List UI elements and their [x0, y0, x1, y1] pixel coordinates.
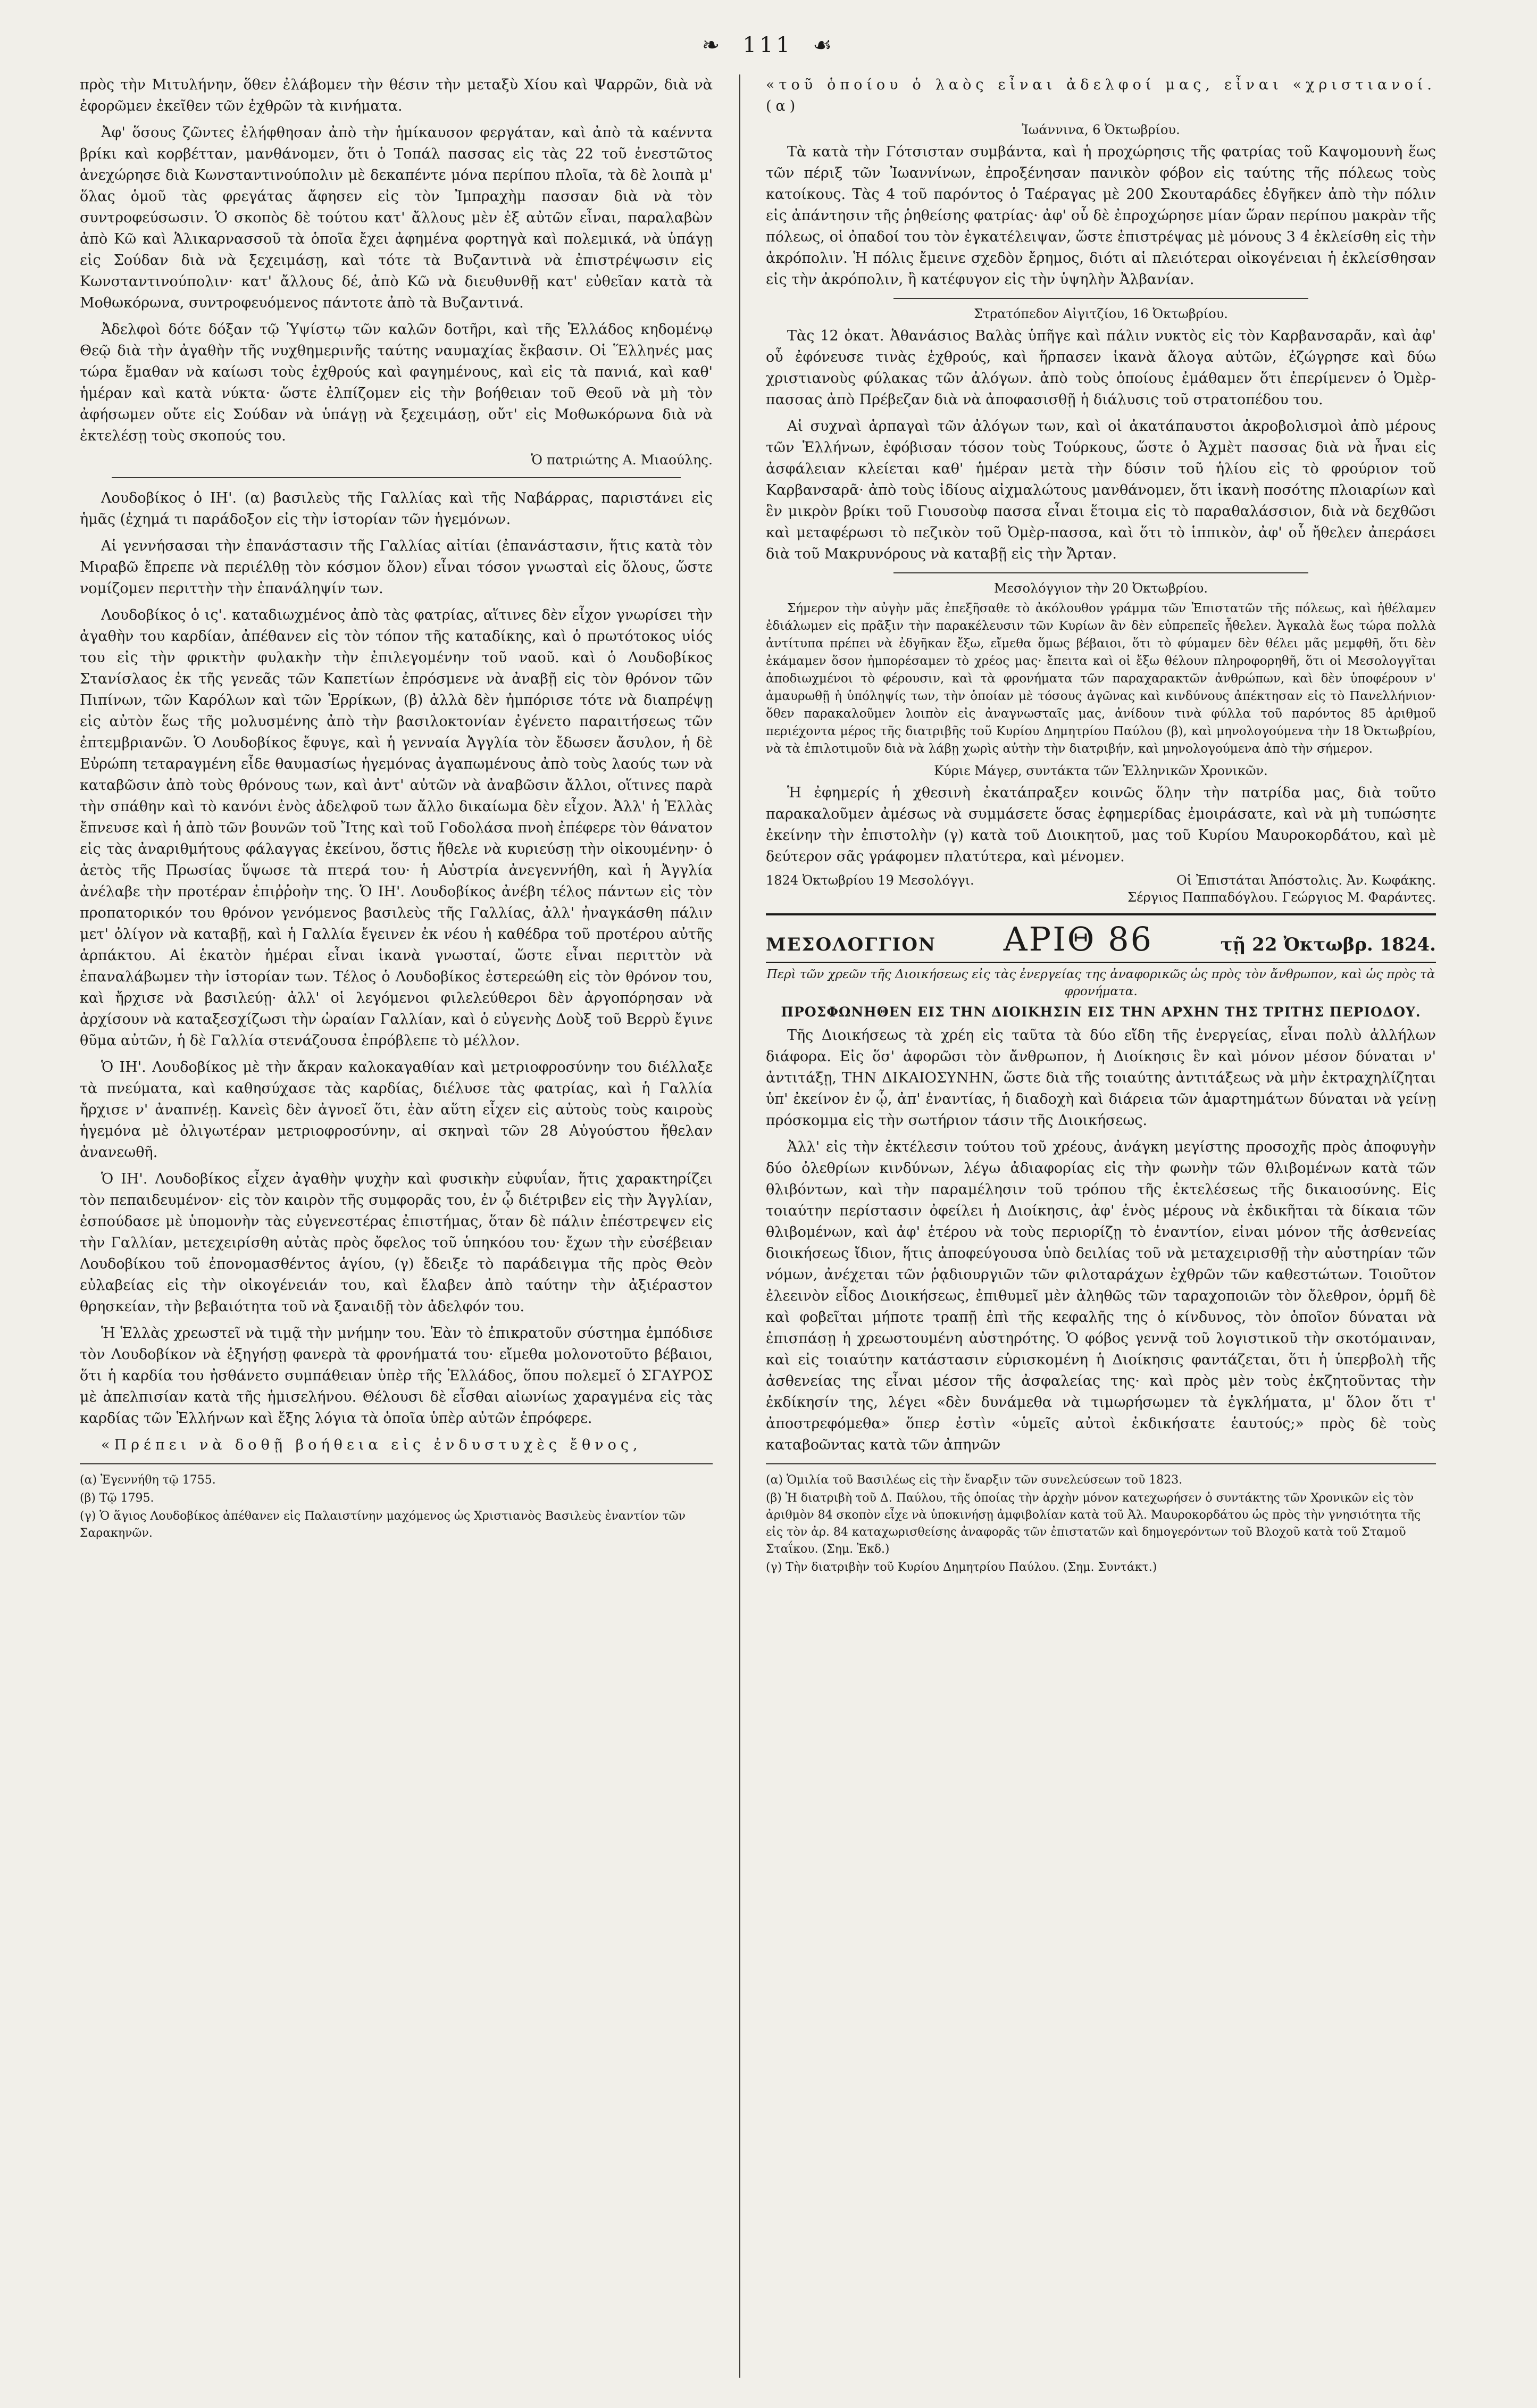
thanksgiving-paragraph: Ἀδελφοὶ δότε δόξαν τῷ Ὑψίστῳ τῶν καλῶν δοτῆρι, καὶ τῆς Ἑλλάδος κηδομένῳ Θεῷ διὰ τὴν ἀγαθὴν τῆς νυχθημερινῆς ταύτης ναυμαχίας ἔκβασιν. Οἱ Ἕλληνές μας τώρα ἔμαθαν νὰ καίωσι τοὺς ἐχθρούς καὶ φαγημένους, καὶ εἰς τὰ πανιά, καὶ καθ' ἡμέραν καὶ κατὰ νύκτα· ὥστε ἐλπίζομεν εἰς τὴν βοήθειαν τοῦ Θεοῦ νὰ μὴ τὸν ἀφήσωμεν οὔτε εἰς Σούδαν νὰ ὑπάγῃ νὰ ξεχειμάσῃ, οὔτ' εἰς Μοθωκόρωνα διὰ νὰ ἐκτελέσῃ τοὺς σκοπούς του.: [80, 321, 713, 444]
footnote-c: [766, 1559, 1436, 1576]
article-paragraph-1: Τῆς Διοικήσεως τὰ χρέη εἰς ταῦτα τὰ δύο εἴδη τῆς ἐνεργείας, εἶναι πολὺ ἀλλήλων διάφορα. Εἰς ὅσ' ἀφορῶσι τὸν ἄνθρωπον, ἡ Διοίκησις ἓν καὶ μόνον μέσον δύναται ν' ἀντιτάξῃ, ΤΗΝ ΔΙΚΑΙΟΣΥΝΗΝ, ὥστε διὰ τῆς τοιαύτης ἀντιτάξεως νὰ μὴν ἐκτραχηλίζηται ὑπ' ἐκείνον ἐν ᾧ, ἀπ' ἐναντίας, ἡ διαδοχὴ καὶ διάρεια τῶν ἁμαρτημάτων δύναται νὰ γείνῃ πρόσκομμα εἰς τὴν σωτήριον τάσιν τῆς Διοικήσεως.: [766, 1027, 1436, 1129]
masthead-city: ΜΕΣΟΛΟΓΓΙΟΝ: [766, 934, 937, 955]
footnote-b: (β) Τῷ 1795.: [80, 1492, 154, 1505]
letter-signature-row: [766, 873, 1436, 888]
footnote-c: (γ) Ὁ ἅγιος Λουδοβίκος ἀπέθανεν εἰς Παλαιστίνην μαχόμενος ὡς Χριστιανὸς Βασιλεὺς ἐναντίον τῶν Σαρακηνῶν.: [80, 1510, 686, 1540]
louis-character-paragraph: Ὁ ΙΗ'. Λουδοβίκος εἶχεν ἀγαθὴν ψυχὴν καὶ φυσικὴν εὐφυΐαν, ἥτις χαρακτηρίζει τὸν πεπαιδευμένον· εἰς τὸν καιρὸν τῆς συμφορᾶς του, ἐν ᾧ διέτριβεν εἰς τὴν Ἀγγλίαν, ἐσπούδασε μὲ ὑπομονὴν τὰς εὐγενεστέρας ἐπιστήμας, ὅταν δὲ πάλιν ἐπέστρεψεν εἰς τὴν Γαλλίαν, μετεχειρίσθη αὐτὰς πρὸς ὄφελος τοῦ ὑπηκόου του· ἔχων τὴν εὐσέβειαν Λουδοβίκου τοῦ ἐπονομασθέντος ἁγίου, (γ) ἔδειξε τὸ παράδειγμα τῆς πρὸς Θεὸν εὐλαβείας εἰς τὴν οἰκογένειάν του, καὶ ἔλαβεν ἀπὸ ταύτην τὴν ἀξιέραστον θρησκείαν, τὴν βεβαιότητα τοῦ νὰ ξαναιδῇ τὸν ἀδελφόν του.: [80, 1171, 713, 1315]
page-number: 111: [742, 33, 793, 57]
louis-intro-paragraph: Λουδοβίκος ὁ ΙΗ'. (α) βασιλεὺς τῆς Γαλλίας καὶ τῆς Ναβάρρας, παριστάνει εἰς ἡμᾶς (ἐχημά τι παράδοξον εἰς τὴν ἱστορίαν τῶν ἡγεμόνων.: [80, 490, 713, 528]
divider: [112, 477, 681, 478]
ioannina-paragraph: Τὰ κατὰ τὴν Γότσισταν συμβάντα, καὶ ἡ προχώρησις τῆς φατρίας τοῦ Καψομουνὴ ἕως τῶν πέριξ τῶν Ἰωαννίνων, ἐπροξένησαν πανικὸν φόβον εἰς ταύτης τῆς πόλεως τοὺς κατοίκους. Τὰς 4 τοῦ παρόντος ὁ Ταέραγας μὲ 200 Σκουταράδες ἐδγῆκεν ἀπὸ τὴν πόλιν εἰς ἀπάντησιν τῆς ῥηθείσης φατρίας· ἀφ' οὗ δὲ ἐπροχώρησε μίαν ὥραν περίπου μακρὰν τῆς πόλεως, οἱ ὀπαδοί του τὸν ἐγκατέλειψαν, ὥστε ἐπιστρέψας μὲ μόνους 3 4 ἐκλείσθη εἰς τὴν ἀκρόπολιν. Ἡ πόλις ἔμεινε σχεδὸν ἔρημος, διότι αἱ πλειότεραι οἰκογένειαι ἡ ἐκλείσθησαν εἰς τὴν ἀκρόπολιν, ἢ κατέφυγον εἰς τὴν ὑψηλὴν Ἀλβανίαν.: [766, 144, 1436, 288]
masthead-date: τῇ 22 Ὀκτωβρ. 1824.: [1220, 934, 1436, 955]
column-divider: [739, 74, 740, 2378]
issue-masthead: [766, 913, 1436, 963]
footnote-b: [766, 1490, 1436, 1558]
article-subhead: Περὶ τῶν χρεῶν τῆς Διοικήσεως εἰς τὰς ἐνεργείας της ἀναφορικῶς ὡς πρὸς τὸν ἄνθρωπον, καὶ ὡς πρὸς τὰ φρονήματα.: [766, 968, 1435, 998]
footnote-a: (α) Ὁμιλία τοῦ Βασιλέως εἰς τὴν ἔναρξιν τῶν συνελεύσεων τοῦ 1823.: [766, 1473, 1183, 1487]
editor-note-paragraph: Σήμερον τὴν αὐγὴν μᾶς ἐπεξῆσαθε τὸ ἀκόλουθον γράμμα τῶν Ἐπιστατῶν τῆς πόλεως, καὶ ἠθέλαμεν ἐδιάλωμεν εἰς πρᾶξιν τὴν παρακέλευσιν τῶν Κυρίων ἂν δὲν εὐπρεπεῖς ἦθελεν. Ἀγκαλὰ ἕως τώρα πολλὰ ἀντίτυπα πρέπει νὰ ἐδγῆκαν ἔξω, εἴμεθα ὅμως βέβαιοι, ὅτι τὸ φύμαμεν δὲν θέλει μᾶς μεμφθῆ, ὅτι δὲν ἐκάμαμεν ὅσον ἠμπορέσαμεν τὸ χρέος μας· ἔπειτα καὶ οἱ ἔξω θέλουν πληροφορηθῆ, ὅτι οἱ Μεσολογγῖται ἀποδιωχμένοι τὸ φέρουσιν, καὶ τὰ φρονήματα τῶν παραχαρακτῶν ἀνθρώπων, καὶ δὲν ὑποφέρουν ν' ἀμαυρωθῇ ἡ ὑπόληψίς των, τὴν ὁποίαν μὲ τόσους ἀγῶνας καὶ κινδύνους ἀπέκτησαν εἰς τὸ Πανελλήνιον· ὅθεν παρακαλοῦμεν λοιπὸν εἰς ἀναγνωσταῖς μας, ἀνίδουν τινὰ φύλλα τοῦ παρόντος 85 ἀριθμοῦ περιέχοντα μέρος τῆς διατριβῆς τοῦ Κυρίου Δημητρίου Παύλου (β), καὶ μηνολογούμενα τὴν 18 Ὀκτωβρίου, νὰ τὰ ἐπιλοτιμοῦν διὰ νὰ λάβῃ χωρὶς αὐτὴν τὴν διατριβήν, καὶ μηνολογούμενα ἀπὸ τὴν σήμερον.: [766, 602, 1436, 756]
letter-signer-names: Σέργιος Παππαδόγλου. Γεώργιος Μ. Φαράντες.: [1127, 890, 1436, 905]
ornament-left-icon: ❧: [701, 33, 743, 57]
footnote-c-sign: (Σημ. Συντάκτ.): [1063, 1561, 1157, 1574]
camp-paragraph-1: Τὰς 12 ὀκατ. Ἀθανάσιος Βαλὰς ὑπῆγε καὶ πάλιν νυκτὸς εἰς τὸν Καρβανσαρᾶν, καὶ ἀφ' οὗ ἐφόνευσε τινὰς ἐχθρούς, καὶ ἥρπασεν ἱκανὰ ἄλογα αὐτῶν, ἐζώγρησε καὶ δύω χριστιανοὺς φύλακας τῶν ἀλόγων. ἀπὸ τοὺς ὁποίους ἐμάθαμεν ὅτι ἐπερίμενεν ὁ Ὀμὲρ-πασσας ἀπὸ Πρέβεζαν διὰ νὰ ἀποφασισθῇ ἡ διάλυσις τοῦ στρατοπέδου του.: [766, 328, 1436, 408]
dateline-mesolonghi: Μεσολόγγιον τὴν 20 Ὀκτωβρίου.: [994, 581, 1208, 596]
footnote-b-sign: (Σημ. Ἐκδ.): [822, 1543, 890, 1556]
louis-history-paragraph: Λουδοβίκος ὁ ις'. καταδιωχμένος ἀπὸ τὰς φατρίας, αἵτινες δὲν εἶχον γνωρίσει τὴν ἀγαθὴν του καρδίαν, ἀπέθανεν εἰς τὸν τόπον τῆς καταδίκης, καὶ ὁ πρωτότοκος υἱός του εἰς τὴν φρικτὴν φυλακὴν τὴν ἐπιλεγομένην τοῦ ναοῦ. καὶ ὁ Λουδοβίκος Στανίσλαος ἐκ τῆς γενεᾶς τῶν Καπετίων ἐπρόσμενε νὰ ἀναβῇ εἰς τὸν θρόνον τῶν Πιπίνων, τῶν Καρόλων καὶ τῶν Ἑρρίκων, (β) ἀλλὰ δὲν ἠμπόρισε τότε νὰ διαπρέψῃ εἰς αὐτὸν ἕως τῆς μολυσμένης ἀπὸ τὴν βασιλοκτονίαν ἐγένετο παραιτήσεως τῶν ἐπτεμβριανῶν. Ὁ Λουδοβίκος ἔφυγε, καὶ ἡ γενναία Ἀγγλία τὸν ἔδωσεν ἄσυλον, ἡ δὲ Εὐρώπη τεταραγμένη εἶδε θαυμασίως ἡγεμόνας ἀγαπωμένους ἀπὸ τοὺς λαούς των νὰ καταβῶσιν ἀπὸ τοὺς θρόνους των, καὶ ἀντ' αὐτῶν νὰ ἀναβῶσιν ἄλλοι, οἵτινες παρὰ τὴν σπάθην καὶ τὸ κανόνι ἐνὸς ἀδελφοῦ των ἄλλο δικαίωμα δὲν εἶχον. Ἀλλ' ἡ Ἑλλὰς ἔπνευσε καὶ ἡ ἀπὸ τῶν βουνῶν τοῦ Ἴτης καὶ τοῦ Γοδολάσα πνοὴ ἐπέφερε τὸν θάνατον εἰς τὰς ἀναριθμήτους φάλαγγας ἐκείνου, ὅστις ἤθελε νὰ κυριεύσῃ τὴν οἰκουμένην· ὁ ἀετὸς τῆς Πρωσίας ὕψωσε τὰ πτερά του· ἡ Αὐστρία ἀνεγεννήθη, καὶ ἡ Ἀγγλία ἀνέλαβε τὴν προτέραν ἐπιῤῥοὴν της. Ὁ ΙΗ'. Λουδοβίκος ἀνέβη τέλος πάντων εἰς τὸν προπατορικόν του θρόνον γενόμενος βασιλεὺς τῆς Γαλλίας, ἀλλ' ἠναγκάσθη πάλιν μετ' ὀλίγον νὰ καταβῇ, καὶ ἡ Γαλλία ἔγεινεν ἐκ νέου ἡ καθέδρα τοῦ προτέρου αὐτῆς ἁρπάκτου. Αἱ ἑκατὸν ἡμέραι εἶναι ἱκανὰ γνωσταί, ὥστε εἶναι περιττὸν νὰ ἐπαναλάβωμεν τὴν ἱστορίαν των. Τέλος ὁ Λουδοβίκος ἐστερεώθη εἰς τὸν θρόνον του, καὶ ἤρχισε νὰ βασιλεύῃ· ἀλλ' οἱ λεγόμενοι φιλελεύθεροι δὲν ἀργοπόρησαν νὰ ἀρχίσουν νὰ καταξεσχίζωσι τὴν ὡραίαν Γαλλίαν, καὶ ὁ εὐγενὴς Δοὺξ τοῦ Βερρὺ ἔγινε θῦμα αὐτῶν, ἡ δὲ Γαλλία στενάζουσα ἐπρόβλεπε τὸ μέλλον.: [80, 607, 713, 1049]
footnote-c-text: (γ) Τὴν διατριβὴν τοῦ Κυρίου Δημητρίου Παύλου.: [766, 1561, 1059, 1574]
dateline-ioannina: Ἰωάννινα, 6 Ὀκτωβρίου.: [1022, 122, 1180, 137]
intro-paragraph: πρὸς τὴν Μιτυλήνην, ὅθεν ἐλάβομεν τὴν θέσιν τὴν μεταξὺ Χίου καὶ Ψαρρῶν, διὰ νὰ ἐφορῶμεν ἐκεῖθεν τῶν ἐχθρῶν τὰ κινήματα.: [80, 77, 713, 114]
page-header: [0, 21, 1537, 69]
letter-paragraph: Ἡ ἐφημερίς ἡ χθεσινὴ ἐκατάπραξεν κοινῶς ὅλην τὴν πατρίδα μας, διὰ τοῦτο παρακαλοῦμεν ἀμέσως νὰ συμμάσετε ὅσας ἐφημερίδας ἐμοιράσατε, καὶ νὰ μὴ τυπώσητε ἐκείνην τὴν ἐπιστολὴν (γ) κατὰ τοῦ Διοικητοῦ, μας τοῦ Κυρίου Μαυροκορδάτου, καὶ μὲ δεύτερον σᾶς γράφομεν πλατύτερα, καὶ μένομεν.: [766, 785, 1436, 865]
ornament-right-icon: ☙: [793, 33, 836, 57]
article-paragraph-2: Ἀλλ' εἰς τὴν ἐκτέλεσιν τούτου τοῦ χρέους, ἀνάγκη μεγίστης προσοχῆς πρὸς ἀποφυγὴν δύο ὀλεθρίων κινδύνων, λέγω ἀδιαφορίας εἰς τὴν φωνὴν τῶν θλιβομένων κατὰ τῶν θλιβόντων, καὶ τὴν παραμέλησιν τοῦ τρόπου τῆς ἐκτελέσεως τῆς δικαιοσύνης. Εἰς τοιαύτην περίστασιν ὀφείλει ἡ Διοίκησις, ἀφ' ἑνὸς μέρους νὰ ἐκδικῆται τὰ δίκαια τῶν θλιβομένων, καὶ ἀφ' ἑτέρου νὰ τοὺς περιορίζῃ τὸ ἐναντίον, εἰναι μόνον τῆς ἀσθενείας διοικήσεως ἴδιον, ἥτις ἀποφεύγουσα ὑπὸ δειλίας τοῦ νὰ μεταχειρισθῇ τὴν αὐστηρίαν τῶν νόμων, ἀνέχεται τῶν ῥᾳδιουργιῶν τῶν φιλοταράχων ἐχθρῶν τῶν καθεστώτων. Τοιοῦτον ἐλεεινὸν εἶδος Διοικήσεως, ἐπιθυμεῖ μὲν ἀληθῶς τῶν ταραχοποιῶν τὸν ὄλεθρον, ὁρμῆ δὲ καὶ φοβεῖται μήποτε τραπῇ ἐπὶ τῆς κεφαλῆς της ὁ κίνδυνος, τὸν ὁποῖον δύναται νὰ ἐπισπάσῃ ἡ χρεωστουμένη αὐστηρότης. Ὁ φόβος γεννᾷ τοῦ λογιστικοῦ τὴν σκοτόμαιναν, καὶ εἰς τοιαύτην κατάστασιν εὑρισκομένη ἡ Διοίκησις φαντάζεται, ὅτι ἡ ὑπερβολὴ τῆς ἀσθενείας της εἶναι μέσον τῆς ἀσφαλείας της· καὶ πρὸς μὲν τοὺς ἐκζητοῦντας τὴν ἐκδίκησίν της, λέγει «δὲν δυνάμεθα νὰ τιμωρήσωμεν τὰ ἐγκλήματα, μ' ὅλον ὅτι τ' ἀποστρεφόμεθα» ὅπερ ἐστὶν «ὑμεῖς αὐτοὶ ἐκδικήσατε ἑαυτούς;» πρὸς δὲ τοὺς καταβοῶντας κατὰ τῶν ἀπηνῶν: [766, 1139, 1436, 1453]
masthead-issue-number: ΑΡΙΘ 86: [1003, 920, 1154, 959]
camp-paragraph-2: Αἱ συχναὶ ἁρπαγαὶ τῶν ἀλόγων των, καὶ οἱ ἀκατάπαυστοι ἀκροβολισμοὶ ἀπὸ μέρους τῶν Ἑλλήνων, ἐφόβισαν τόσον τοὺς Τούρκους, ὥστε ὁ Ἀχμὲτ πασσας διὰ νὰ ἦναι εἰς ἀσφάλειαν κλείεται καθ' ἡμέραν μετὰ τὴν δύσιν τοῦ ἡλίου εἰς τὸ φρούριον τοῦ Καρβανσαρᾶ· ἀπὸ τοὺς ἰδίους αἰχμαλώτους μανθάνομεν, ὅτι ἱκανὴ ποσότης πλοιαρίων καὶ ἓν μικρὸν βρίκι τοῦ Γιουσοὺφ πασσα εἶναι ἕτοιμα εἰς τὸ παραθαλάσσιον, διὰ νὰ δεχθῶσι καὶ μεταφέρωσι τὸ πεζικὸν τοῦ Ὀμὲρ-πασσα, καὶ ὅτι τὸ ἱππικὸν, ἀφ' οὗ ἤθελεν ἀπεράσει διὰ τοῦ Μακρυνόρους νὰ καταβῇ εἰς τὴν Ἄρταν.: [766, 418, 1436, 562]
letter-date: 1824 Ὀκτωβρίου 19 Μεσολόγγι.: [766, 873, 974, 888]
dateline-camp: Στρατόπεδον Αἰγιτζίου, 16 Ὀκτωβρίου.: [974, 306, 1228, 321]
divider: [893, 572, 1308, 573]
left-column: [80, 74, 713, 2383]
divider: [893, 298, 1308, 299]
greece-honour-paragraph: Ἡ Ἑλλὰς χρεωστεῖ νὰ τιμᾷ τὴν μνήμην του. Ἐὰν τὸ ἐπικρατοῦν σύστημα ἐμπόδισε τὸν Λουδοβίκον νὰ ἐξηγήσῃ φανερὰ τὰ φρονήματά του· εἴμεθα μολονοτοῦτο βέβαιοι, ὅτι ἡ καρδία του ἠσθάνετο συμπάθειαν ὑπὲρ τῆς Ἑλλάδος, ὅπου πολεμεῖ ὁ ΣΓΑΥΡΟΣ μὲ ἀπελπισίαν κατὰ τῆς ἡμισελήνου. Θέλουσι δὲ εἶσθαι αἰωνίως χαραγμένα εἰς τὰς καρδίας τῶν Ἑλλήνων καὶ ἔξης λόγια τὰ ὁποῖα ὑπὲρ αὐτῶν ἐπρόφερε.: [80, 1325, 713, 1427]
footnote-divider: [80, 1463, 713, 1464]
footnote-a: (α) Ἐγεννήθη τῷ 1755.: [80, 1473, 216, 1487]
right-column: [766, 74, 1436, 2383]
quote-continuation: «τοῦ ὁποίου ὁ λαὸς εἶναι ἀδελφοί μας, εἶναι «χριστιανοί.(α): [766, 77, 1436, 114]
louis-moderation-paragraph: Ὁ ΙΗ'. Λουδοβίκος μὲ τὴν ἄκραν καλοκαγαθίαν καὶ μετριοφροσύνην του διέλλαξε τὰ πνεύματα, καὶ καθησύχασε τὰς καρδίας, διέλυσε τὰς φατρίας, καὶ ἡ Γαλλία ἤρχισε ν' ἀναπνέῃ. Κανεὶς δὲν ἀγνοεῖ ὅτι, ἐὰν αὕτη εἶχεν εἰς αὐτοὺς τοὺς καιροὺς ἡγεμόνα μὲ ὀλιγωτέραν μετριοφροσύνην, αἱ σκηναὶ τῶν 28 Αὐγούστου ἤθελαν ἀνανεωθῆ.: [80, 1059, 713, 1161]
louis-quote: «Πρέπει νὰ δοθῇ βοήθεια εἰς ἐνδυστυχὲς ἔθνος,: [101, 1437, 642, 1453]
article-title: ΠΡΟΣΦΩΝΗΘΕΝ ΕΙΣ ΤΗΝ ΔΙΟΙΚΗΣΙΝ ΕΙΣ ΤΗΝ ΑΡΧΗΝ ΤΗΣ ΤΡΙΤΗΣ ΠΕΡΙΟΔΟΥ.: [781, 1004, 1421, 1020]
signature-miaoulis: Ὁ πατριώτης Α. Μιαούλης.: [531, 452, 713, 468]
footnote-divider: [766, 1463, 1436, 1464]
letter-signers: Οἱ Ἐπιστάται Ἀπόστολις. Ἀν. Κωφάκης.: [1176, 873, 1436, 888]
naval-report-paragraph: Ἀφ' ὅσους ζῶντες ἐλήφθησαν ἀπὸ τὴν ἡμίκαυσον φεργάταν, καὶ ἀπὸ τὰ καένντα βρίκι καὶ κορβέτταν, μανθάνομεν, ὅτι ὁ Τοπάλ πασσας εἰς τὰς 22 τοῦ ἐνεστῶτος ἀνεχώρησε διὰ Κωνσταντινούπολιν μὲ δεκαπέντε μόνα περίπου πλοῖα, τὰ δὲ λοιπὰ μ' ὅλας ὁμοῦ τὰς φρεγάτας ἄφησεν εἰς τὸν Ἰμπραχὴμ πασσαν διὰ νὰ τὸν συντροφεύσωσιν. Ὁ σκοπὸς δὲ τούτου κατ' ἄλλους μὲν ἐξ αὐτῶν εἶναι, παραλαβὼν ἀπὸ Κῶ καὶ Ἁλικαρνασσοῦ τὰ ὁποῖα ἔχει ἀφημένα φορτηγὰ καὶ πολεμικά, νὰ ὑπάγῃ εἰς Σούδαν διὰ νὰ ξεχειμάσῃ, καὶ τότε τὰ Βυζαντινὰ νὰ ἐπιστρέψωσιν εἰς Κωνσταντινούπολιν· κατ' ἄλλους δέ, ἀπὸ Κῶ νὰ διευθυνθῇ κατ' εὐθεῖαν κατὰ τὰ Μοθωκόρωνα, συντροφευόμενος πάντοτε ἀπὸ τὰ Βυζαντινά.: [80, 124, 713, 311]
letter-salutation: Κύριε Μάγερ, συντάκτα τῶν Ἑλληνικῶν Χρονικῶν.: [934, 763, 1268, 778]
revolution-paragraph: Αἱ γεννήσασαι τὴν ἐπανάστασιν τῆς Γαλλίας αἰτίαι (ἐπανάστασιν, ἥτις κατὰ τὸν Μιραβῶ ἔπρεπε νὰ περιέλθῃ τὸν κόσμον ὅλον) εἶναι τόσον γνωσταὶ εἰς ὅλους, ὥστε νομίζομεν περιττὴν τὴν ἐπανάληψίν των.: [80, 538, 713, 597]
footnote-b-text: (β) Ἡ διατριβὴ τοῦ Δ. Παύλου, τῆς ὁποίας τὴν ἀρχὴν μόνον κατεχωρήσεν ὁ συντάκτης τῶν Χρονικῶν εἰς τὸν ἀριθμὸν 84 σκοπὸν εἶχε νὰ ὑποκινήσῃ ἀμφιβολίαν κατὰ τοῦ Ἀλ. Μαυροκορδάτου ὡς πρὸς τὴν γνησιότητα τῆς εἰς τὸν ἀρ. 84 καταχωρισθείσης ἀναφορᾶς τῶν ἐπιστατῶν καὶ δημογερόντων τοῦ Βλοχοῦ κατὰ τοῦ Σταμοῦ Σταΐκου.: [766, 1492, 1421, 1556]
